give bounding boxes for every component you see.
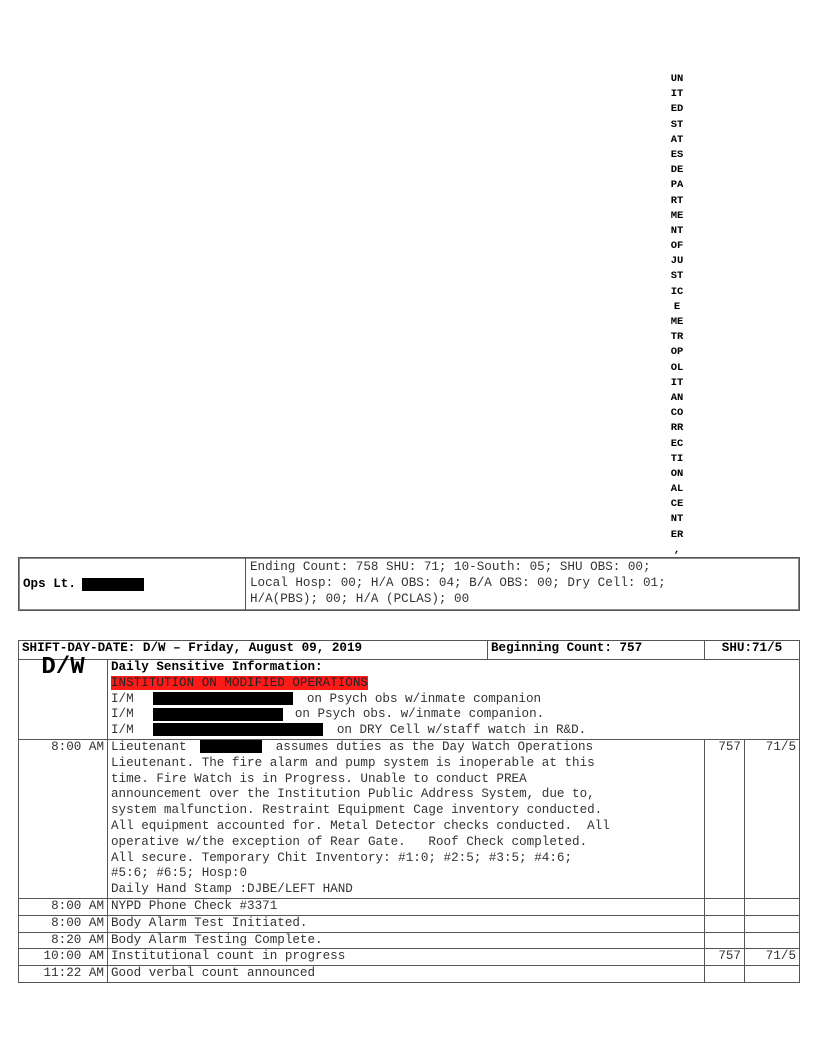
- entry-text: Good verbal count announced: [108, 966, 705, 983]
- header-line: ER: [670, 528, 684, 541]
- log-entry-row: [19, 932, 800, 949]
- entry-time: 8:00 AM: [19, 898, 108, 915]
- inmate-status: on DRY Cell w/staff watch in R&D.: [336, 723, 587, 738]
- header-line: TI: [670, 452, 684, 465]
- header-line: AL: [670, 483, 684, 496]
- header-line: ,: [673, 543, 681, 556]
- ops-lt-summary-box: [18, 557, 800, 611]
- ops-lt-label: Ops Lt.: [23, 577, 76, 591]
- header-line: DE: [670, 164, 684, 177]
- entry-shu: [745, 932, 800, 949]
- entry-line: system malfunction. Restraint Equipment Cage inventory conducted.: [111, 803, 603, 818]
- sensitive-info-row: [19, 660, 800, 740]
- log-header-row: [19, 641, 800, 660]
- entry-line: operative w/the exception of Rear Gate. Roof Check completed.: [111, 834, 588, 849]
- entry-line: announcement over the Institution Public Address System, due to,: [111, 787, 595, 802]
- inmate-prefix: I/M: [111, 691, 134, 706]
- modified-operations-banner: INSTITUTION ON MODIFIED OPERATIONS: [111, 675, 368, 690]
- header-line: PA: [670, 179, 684, 192]
- watch-label: D/W: [19, 660, 108, 740]
- log-entry-row: [19, 949, 800, 966]
- header-line: EC: [670, 437, 684, 450]
- log-entry-row: [19, 915, 800, 932]
- entry-line: Lieutenant: [111, 739, 187, 754]
- redaction-bar: [200, 740, 262, 753]
- entry-time: 8:00 AM: [19, 915, 108, 932]
- entry-count: [705, 898, 745, 915]
- entry-count: 757: [705, 949, 745, 966]
- entry-shu: 71/5: [745, 739, 800, 898]
- header-line: ST: [670, 270, 684, 283]
- inmate-status: on Psych obs. w/inmate companion.: [294, 707, 545, 722]
- entry-count: 757: [705, 739, 745, 898]
- redaction-bar: [82, 578, 144, 591]
- entry-shu: [745, 915, 800, 932]
- header-line: NT: [670, 513, 684, 526]
- header-line: CO: [670, 407, 684, 420]
- redaction-bar: [153, 723, 323, 736]
- entry-line: All equipment accounted for. Metal Detector checks conducted. All: [111, 818, 610, 833]
- inmate-status: on Psych obs w/inmate companion: [306, 691, 542, 706]
- header-line: IT: [670, 376, 684, 389]
- ending-count-text: [246, 558, 670, 610]
- entry-time: 8:20 AM: [19, 932, 108, 949]
- entry-text: Body Alarm Testing Complete.: [108, 932, 705, 949]
- ending-count-line: Local Hosp: 00; H/A OBS: 04; B/A OBS: 00; Dry Cell: 01;: [250, 576, 666, 591]
- entry-line: Lieutenant. The fire alarm and pump system is inoperable at this: [111, 755, 595, 770]
- entry-line: Daily Hand Stamp :DJBE/LEFT HAND: [111, 882, 353, 897]
- header-line: UN: [670, 73, 684, 85]
- header-line: IC: [670, 285, 684, 298]
- header-line: ME: [670, 209, 684, 222]
- beginning-count: Beginning Count: 757: [488, 641, 705, 660]
- header-line: ED: [670, 103, 684, 116]
- log-entry-row: [19, 898, 800, 915]
- entry-count: [705, 932, 745, 949]
- entry-time: 10:00 AM: [19, 949, 108, 966]
- header-line: AT: [670, 133, 684, 146]
- entry-shu: [745, 898, 800, 915]
- entry-line: time. Fire Watch is in Progress. Unable to conduct PREA: [111, 771, 527, 786]
- header-line: ST: [670, 118, 684, 131]
- entry-text: Institutional count in progress: [108, 949, 705, 966]
- ending-count-line: Ending Count: 758 SHU: 71; 10-South: 05; SHU OBS: 00;: [250, 560, 651, 574]
- entry-text: NYPD Phone Check #3371: [108, 898, 705, 915]
- entry-time: 11:22 AM: [19, 966, 108, 983]
- header-line: ON: [670, 467, 684, 480]
- header-line: RR: [670, 422, 684, 435]
- header-line: CE: [670, 498, 684, 511]
- log-entry-row: [19, 739, 800, 898]
- entry-time: 8:00 AM: [19, 739, 108, 898]
- entry-line: #5:6; #6:5; Hosp:0: [111, 866, 248, 881]
- entry-shu: [745, 966, 800, 983]
- header-line: TR: [670, 331, 684, 344]
- shift-day-date: SHIFT-DAY-DATE: D/W – Friday, August 09, 2019: [19, 641, 488, 660]
- header-line: NT: [670, 224, 684, 237]
- ending-count-line: H/A(PBS); 00; H/A (PCLAS); 00: [250, 592, 470, 607]
- inmate-line: [111, 707, 796, 723]
- header-line: OL: [670, 361, 684, 374]
- entry-text: [108, 739, 705, 898]
- entry-shu: 71/5: [745, 949, 800, 966]
- header-line: AN: [670, 391, 684, 404]
- entry-line: assumes duties as the Day Watch Operations: [275, 739, 594, 754]
- log-entry-row: [19, 966, 800, 983]
- header-line: E: [673, 300, 681, 313]
- sensitive-info-cell: [108, 660, 800, 740]
- redaction-bar: [153, 708, 283, 721]
- header-line: RT: [670, 194, 684, 207]
- entry-line: All secure. Temporary Chit Inventory: #1:0; #2:5; #3:5; #4:6;: [111, 850, 573, 865]
- sensitive-info-title: Daily Sensitive Information:: [111, 660, 323, 674]
- header-line: OP: [670, 346, 684, 359]
- header-line: JU: [670, 255, 684, 268]
- header-line: OF: [670, 240, 684, 253]
- inmate-prefix: I/M: [111, 723, 134, 738]
- entry-count: [705, 966, 745, 983]
- header-line: IT: [670, 88, 684, 101]
- inmate-prefix: I/M: [111, 707, 134, 722]
- header-line: ES: [670, 148, 684, 161]
- entry-text: Body Alarm Test Initiated.: [108, 915, 705, 932]
- inmate-line: [111, 692, 796, 708]
- entry-count: [705, 915, 745, 932]
- inmate-line: [111, 723, 796, 739]
- redaction-bar: [153, 692, 293, 705]
- header-line: ME: [670, 316, 684, 328]
- shu-count: SHU:71/5: [705, 641, 800, 660]
- ops-lt-label-cell: [19, 558, 246, 610]
- daily-log-table: [18, 640, 800, 983]
- document-header-vertical: [662, 72, 692, 558]
